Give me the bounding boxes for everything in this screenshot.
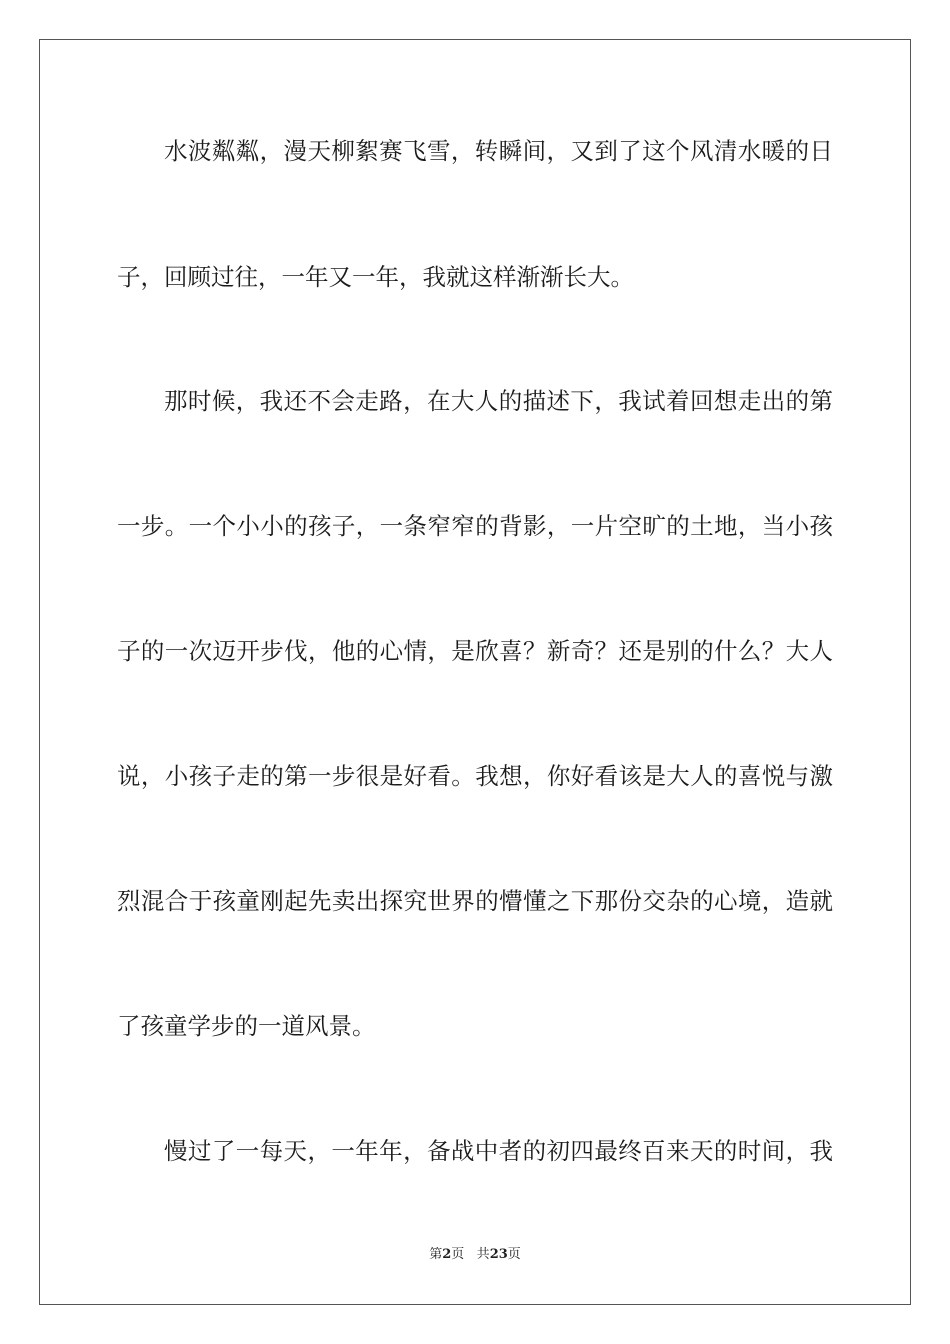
paragraph-1-line-2: 子，回顾过往，一年又一年，我就这样渐渐长大。 xyxy=(117,263,634,291)
total-pages: 23 xyxy=(489,1247,508,1262)
paragraph-2-line-5: 烈混合于孩童刚起先卖出探究世界的懵懂之下那份交杂的心境，造就 xyxy=(117,887,833,915)
total-label-suffix: 页 xyxy=(507,1247,521,1262)
page-number: 2 xyxy=(442,1247,452,1262)
paragraph-1-line-1: 水波粼粼，漫天柳絮赛飞雪，转瞬间，又到了这个风清水暖的日 xyxy=(164,137,833,165)
total-label-prefix: 共 xyxy=(476,1247,490,1262)
paragraph-2-line-1: 那时候，我还不会走路，在大人的描述下，我试着回想走出的第 xyxy=(164,387,833,415)
paragraph-2-line-4: 说，小孩子走的第一步很是好看。我想，你好看该是大人的喜悦与激 xyxy=(117,762,833,790)
paragraph-3-line-1: 慢过了一每天，一年年，备战中者的初四最终百来天的时间，我 xyxy=(164,1137,833,1165)
page-label-suffix: 页 xyxy=(451,1247,465,1262)
paragraph-2-line-6: 了孩童学步的一道风景。 xyxy=(117,1012,376,1040)
paragraph-2-line-3: 子的一次迈开步伐，他的心情，是欣喜？新奇？还是别的什么？大人 xyxy=(117,637,833,665)
page-label-prefix: 第 xyxy=(429,1247,443,1262)
page-border xyxy=(39,39,911,1305)
paragraph-2-line-2: 一步。一个小小的孩子，一条窄窄的背影，一片空旷的土地，当小孩 xyxy=(117,512,833,540)
page-footer xyxy=(0,1246,950,1264)
